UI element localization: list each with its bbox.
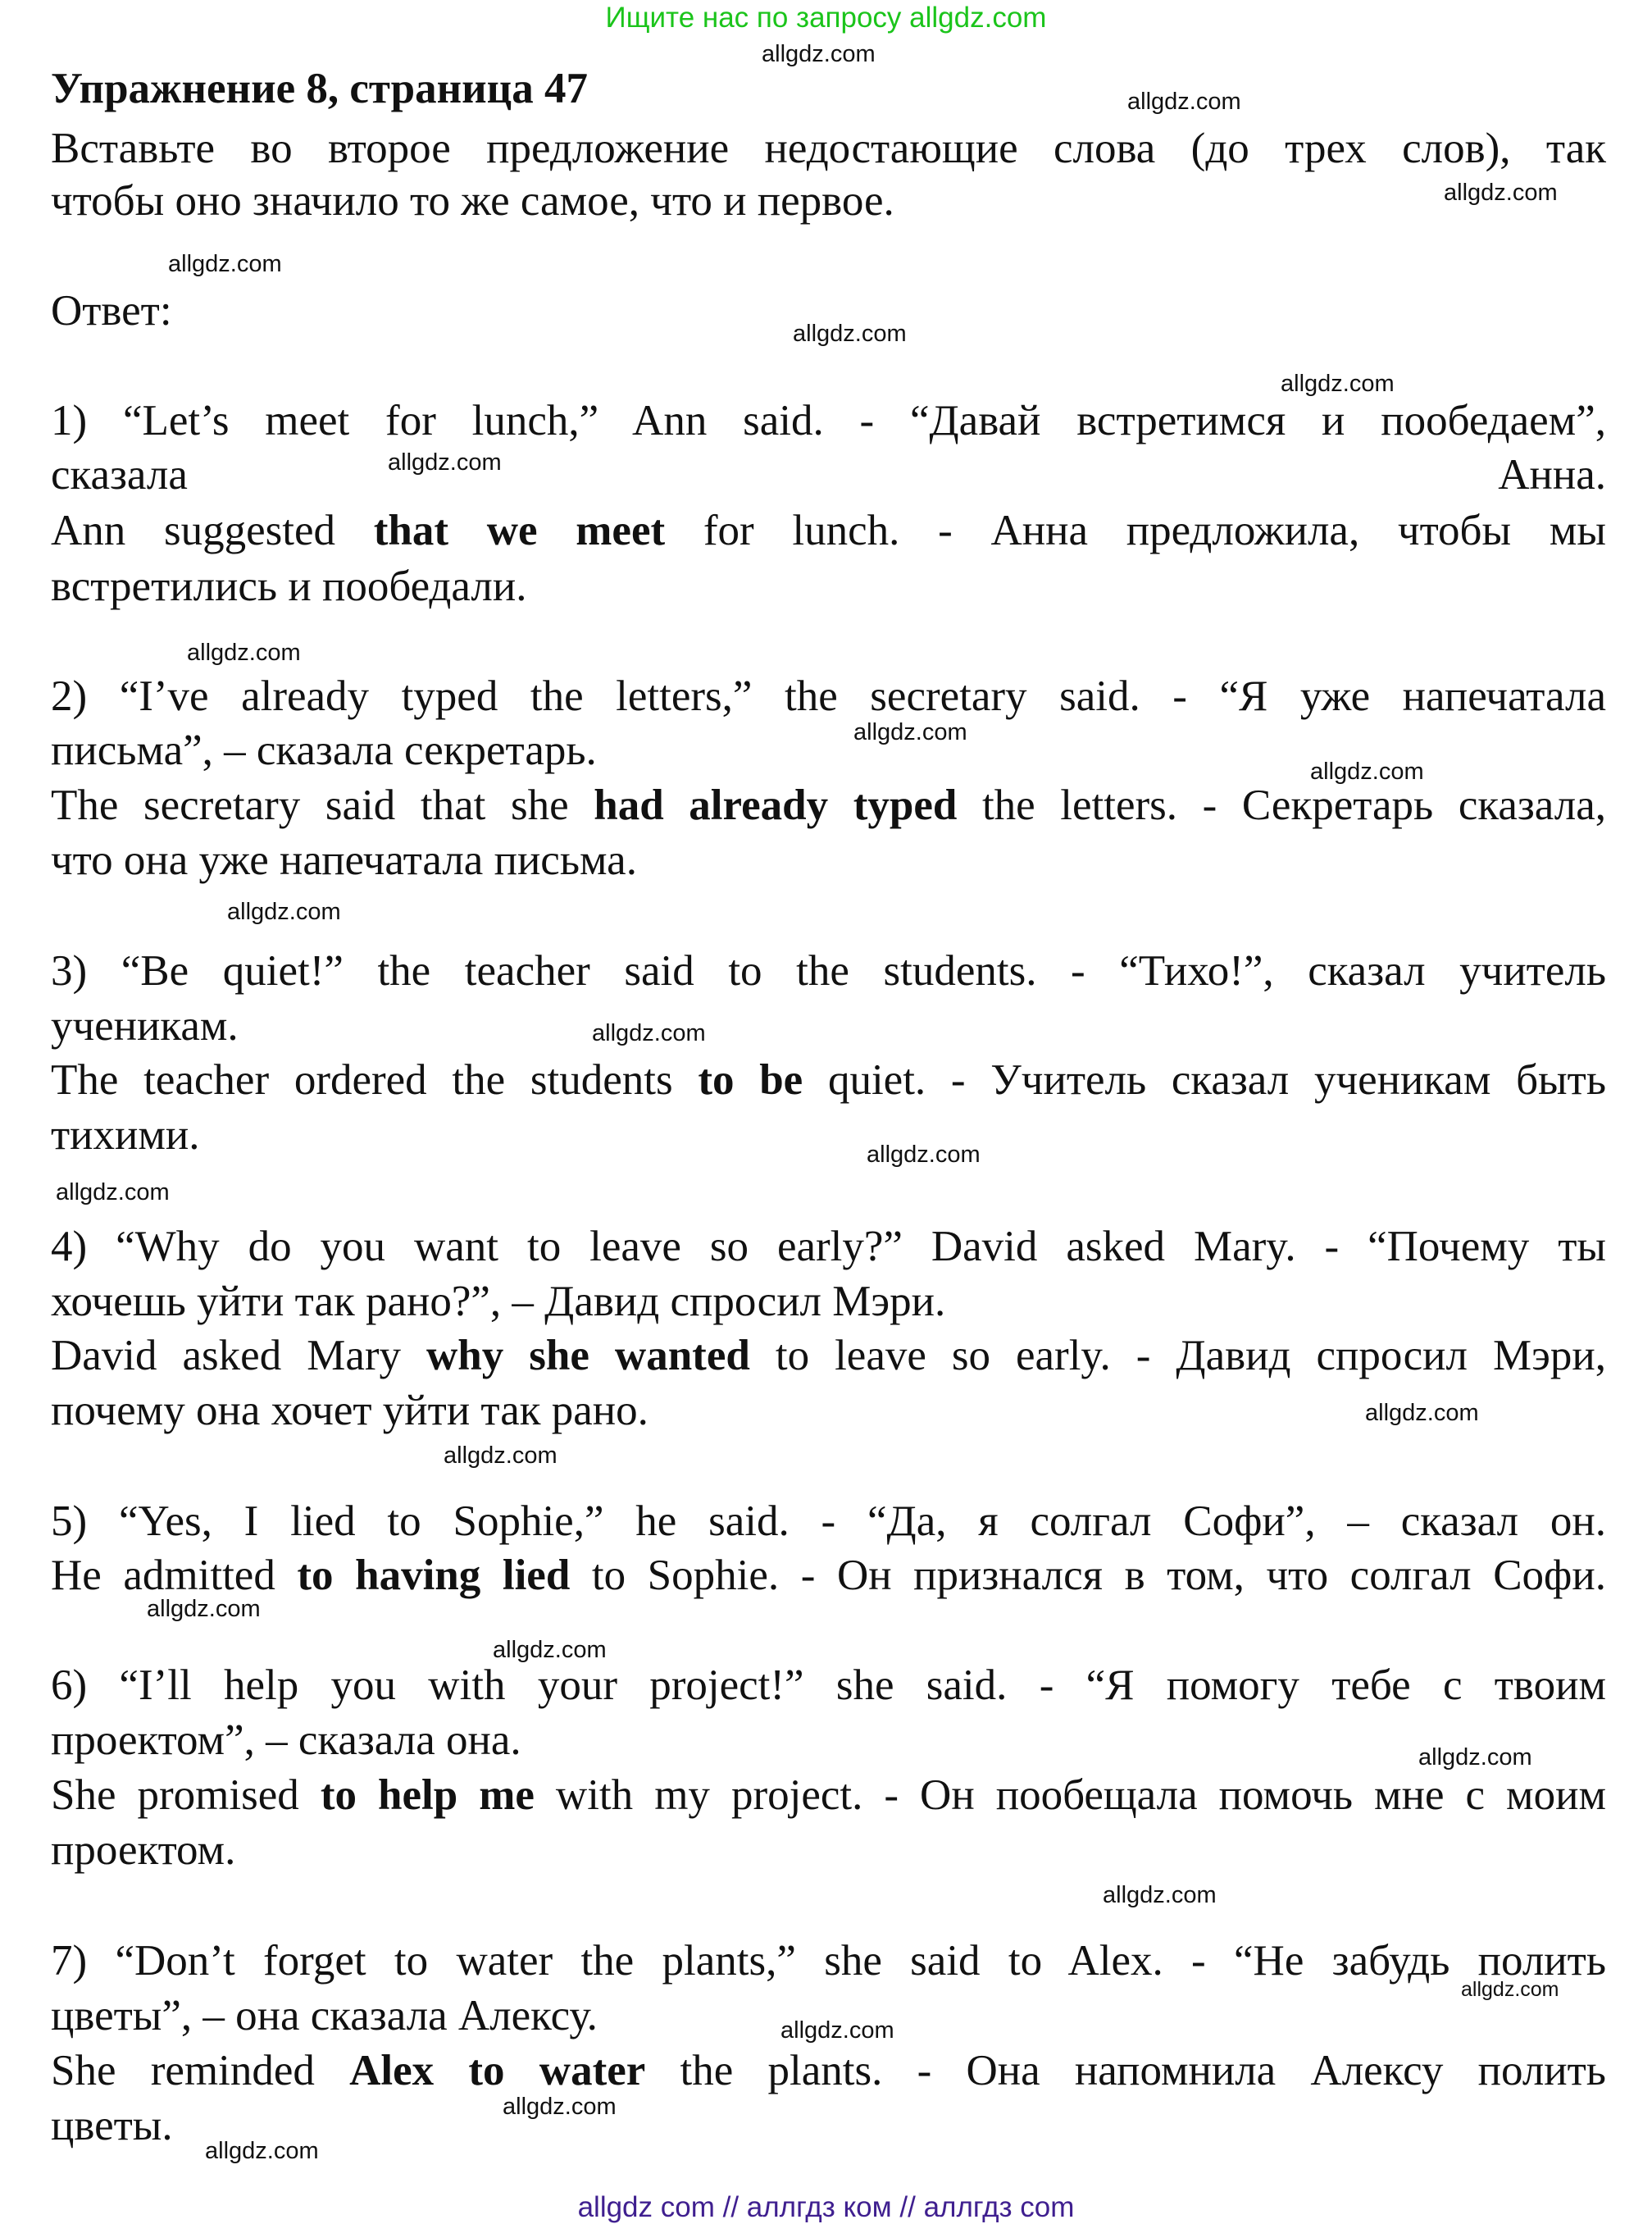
item-3-answer-cont: тихими.	[51, 1111, 200, 1159]
watermark: allgdz.com	[762, 41, 876, 67]
item-1-answer-cont: встретились и пообедали.	[51, 563, 527, 610]
instructions-line-1: Вставьте во второе предложение недостающие слова (до трех слов), так	[51, 125, 1606, 172]
item-7-question-cont: цветы”, – она сказала Алексу.	[51, 1992, 598, 2039]
watermark: allgdz.com	[205, 2138, 319, 2164]
watermark: allgdz.com	[1281, 371, 1395, 397]
watermark: allgdz.com	[780, 2017, 894, 2044]
item-1-question-cont	[51, 449, 1606, 500]
item-4-answer-cont: почему она хочет уйти так рано.	[51, 1387, 649, 1434]
watermark: allgdz.com	[1310, 759, 1424, 785]
watermark: allgdz.com	[227, 899, 341, 925]
watermark: allgdz.com	[1103, 1882, 1217, 1908]
item-7-answer-cont: цветы.	[51, 2102, 173, 2149]
watermark: allgdz.com	[503, 2094, 617, 2120]
item-7-answer-bold: Alex to water	[349, 2047, 646, 2094]
item-2-answer-bold: had already typed	[594, 782, 958, 829]
item-1-answer-bold: that we meet	[373, 507, 666, 554]
item-6-answer-bold: to help me	[320, 1771, 535, 1819]
item-1-word-left: сказала	[51, 451, 188, 499]
watermark: allgdz.com	[388, 449, 502, 476]
watermark: allgdz.com	[1127, 89, 1241, 115]
watermark: allgdz.com	[444, 1442, 557, 1469]
item-2-answer: The secretary said that she had already typed the letters. - Секретарь сказала,	[51, 782, 1606, 829]
item-7-question: 7) “Don’t forget to water the plants,” she said to Alex. - “Не забудь полить	[51, 1937, 1606, 1985]
watermark: allgdz.com	[1365, 1400, 1479, 1426]
item-6-question-cont: проектом”, – сказала она.	[51, 1716, 521, 1764]
item-1-question: 1) “Let’s meet for lunch,” Ann said. - “Давай встретимся и пообедаем”,	[51, 397, 1606, 444]
watermark: allgdz.com	[867, 1142, 981, 1168]
watermark: allgdz.com	[1444, 180, 1558, 206]
item-6-answer-cont: проектом.	[51, 1826, 236, 1874]
item-4-question-cont: хочешь уйти так рано?”, – Давид спросил Мэри.	[51, 1278, 946, 1325]
watermark: allgdz.com	[1418, 1744, 1532, 1771]
watermark: allgdz.com	[853, 719, 967, 745]
watermark: allgdz.com	[493, 1637, 607, 1663]
watermark: allgdz.com	[187, 640, 301, 666]
item-4-question: 4) “Why do you want to leave so early?” David asked Mary. - “Почему ты	[51, 1223, 1606, 1270]
item-4-answer-bold: why she wanted	[426, 1332, 750, 1379]
footer-links[interactable]: allgdz com // аллгдз ком // аллгдз com	[577, 2191, 1075, 2223]
page-title: Упражнение 8, страница 47	[51, 65, 588, 112]
item-2-question: 2) “I’ve already typed the letters,” the secretary said. - “Я уже напечатала	[51, 672, 1606, 720]
item-6-question: 6) “I’ll help you with your project!” she said. - “Я помогу тебе с твоим	[51, 1661, 1606, 1709]
item-3-answer: The teacher ordered the students to be quiet. - Учитель сказал ученикам быть	[51, 1056, 1606, 1104]
item-3-question-cont: ученикам.	[51, 1002, 239, 1050]
watermark: allgdz.com	[168, 251, 282, 277]
item-2-answer-cont: что она уже напечатала письма.	[51, 836, 637, 884]
answer-label: Ответ:	[51, 287, 172, 335]
item-5-answer-bold: to having lied	[297, 1552, 571, 1599]
item-5-answer: He admitted to having lied to Sophie. - Он признался в том, что солгал Софи.	[51, 1552, 1606, 1599]
item-1-answer: Ann suggested that we meet for lunch. - Анна предложила, чтобы мы	[51, 507, 1606, 554]
watermark: allgdz.com	[56, 1179, 170, 1205]
item-6-answer: She promised to help me with my project. - Он пообещала помочь мне с моим	[51, 1771, 1606, 1819]
item-3-answer-bold: to be	[698, 1056, 803, 1104]
instructions-line-2: чтобы оно значило то же самое, что и первое.	[51, 177, 894, 225]
item-2-question-cont: письма”, – сказала секретарь.	[51, 727, 597, 774]
watermark: allgdz.com	[592, 1020, 706, 1046]
item-3-question: 3) “Be quiet!” the teacher said to the students. - “Тихо!”, сказал учитель	[51, 947, 1606, 995]
watermark: allgdz.com	[793, 321, 907, 347]
item-1-word-right: Анна.	[1498, 451, 1606, 499]
item-5-question: 5) “Yes, I lied to Sophie,” he said. - “Да, я солгал Софи”, – сказал он.	[51, 1497, 1606, 1545]
item-4-answer: David asked Mary why she wanted to leave so early. - Давид спросил Мэри,	[51, 1332, 1606, 1379]
item-7-answer: She reminded Alex to water the plants. - Она напомнила Алексу полить	[51, 2047, 1606, 2094]
watermark: allgdz.com	[147, 1596, 261, 1622]
watermark: allgdz.com	[1461, 1978, 1559, 2001]
header-search-link[interactable]: Ищите нас по запросу allgdz.com	[605, 2, 1047, 34]
